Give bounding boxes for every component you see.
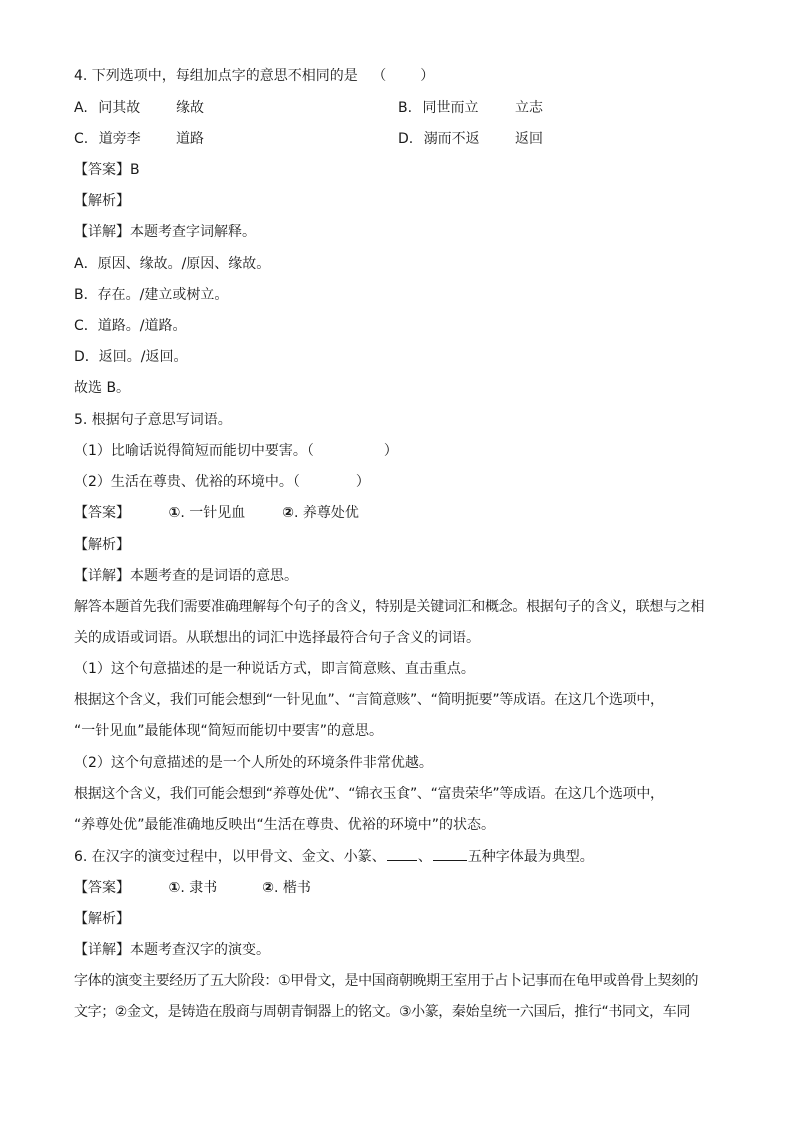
q4-option-d: D. 溺而不返 xyxy=(398,131,480,147)
q5-para5-b: “养尊处优”最能准确地反映出“生活在尊贵、优裕的环境中”的状态。 xyxy=(74,817,496,833)
q4-option-d-word2: 返回 xyxy=(515,131,543,147)
q6-para1-a: 字体的演变主要经历了五大阶段：①甲骨文，是中国商朝晚期王室用于占卜记事而在龟甲或兽骨上契刻的 xyxy=(74,973,699,989)
q6-stem: 6. 在汉字的演变过程中，以甲骨文、金文、小篆、 、 五种字体最为典型。 xyxy=(74,846,724,867)
q6-answer: 【答案】 ①. 隶书 ②. 楷书 xyxy=(74,880,311,896)
q4-stem: 4. 下列选项中，每组加点字的意思不相同的是 （ ） xyxy=(74,68,435,84)
q4-answer: 【答案】B xyxy=(74,162,140,178)
q4-detail: 【详解】本题考查字词解释。 xyxy=(74,224,256,240)
q5-item-2: （2）生活在尊贵、优裕的环境中。（ ） xyxy=(74,474,370,490)
q4-line-c: C．道路。/道路。 xyxy=(74,318,187,334)
q4-option-c: C. 道旁李 xyxy=(74,131,141,147)
q4-option-a-word2: 缘故 xyxy=(176,100,204,116)
q5-para2: （1）这个句意描述的是一种说话方式，即言简意赅、直击重点。 xyxy=(74,661,475,677)
q4-line-b: B．存在。/建立或树立。 xyxy=(74,287,229,303)
q4-option-c-word2: 道路 xyxy=(176,131,204,147)
q6-detail: 【详解】本题考查汉字的演变。 xyxy=(74,942,270,958)
q5-answer: 【答案】 ①. 一针见血 ②. 养尊处优 xyxy=(74,505,359,521)
q4-line-a: A．原因、缘故。/原因、缘故。 xyxy=(74,256,271,272)
q4-conclusion: 故选 B。 xyxy=(74,380,131,396)
q5-analysis-tag: 【解析】 xyxy=(74,537,130,553)
q6-blank-2 xyxy=(433,846,467,861)
q5-para3-b: “一针见血”最能体现“简短而能切中要害”的意思。 xyxy=(74,723,384,739)
q4-option-a: A. 问其故 xyxy=(74,100,141,116)
q5-detail: 【详解】本题考查的是词语的意思。 xyxy=(74,568,298,584)
q5-para3-a: 根据这个含义，我们可能会想到“一针见血”、“言简意赅”、“简明扼要”等成语。在这几个选项中， xyxy=(74,692,664,708)
q6-analysis-tag: 【解析】 xyxy=(74,911,130,927)
q5-stem: 5. 根据句子意思写词语。 xyxy=(74,412,232,428)
q5-para5-a: 根据这个含义，我们可能会想到“养尊处优”、“锦衣玉食”、“富贵荣华”等成语。在这几个选项中， xyxy=(74,786,664,802)
q5-item-1: （1）比喻话说得简短而能切中要害。（ ） xyxy=(74,443,398,459)
q4-analysis-tag: 【解析】 xyxy=(74,193,130,209)
q4-option-b-word2: 立志 xyxy=(515,100,543,116)
q5-para4: （2）这个句意描述的是一个人所处的环境条件非常优越。 xyxy=(74,755,433,771)
q5-para1-a: 解答本题首先我们需要准确理解每个句子的含义，特别是关键词汇和概念。根据句子的含义，联想与之相 xyxy=(74,599,705,615)
q6-blank-1 xyxy=(387,846,417,861)
q6-para1-b: 文字；②金文，是铸造在殷商与周朝青铜器上的铭文。③小篆，秦始皇统一六国后，推行“书同文，车同 xyxy=(74,1004,690,1020)
q5-para1-b: 关的成语或词语。从联想出的词汇中选择最符合句子含义的词语。 xyxy=(74,630,480,646)
q4-line-d: D．返回。/返回。 xyxy=(74,349,188,365)
q4-option-b: B. 同世而立 xyxy=(398,100,479,116)
